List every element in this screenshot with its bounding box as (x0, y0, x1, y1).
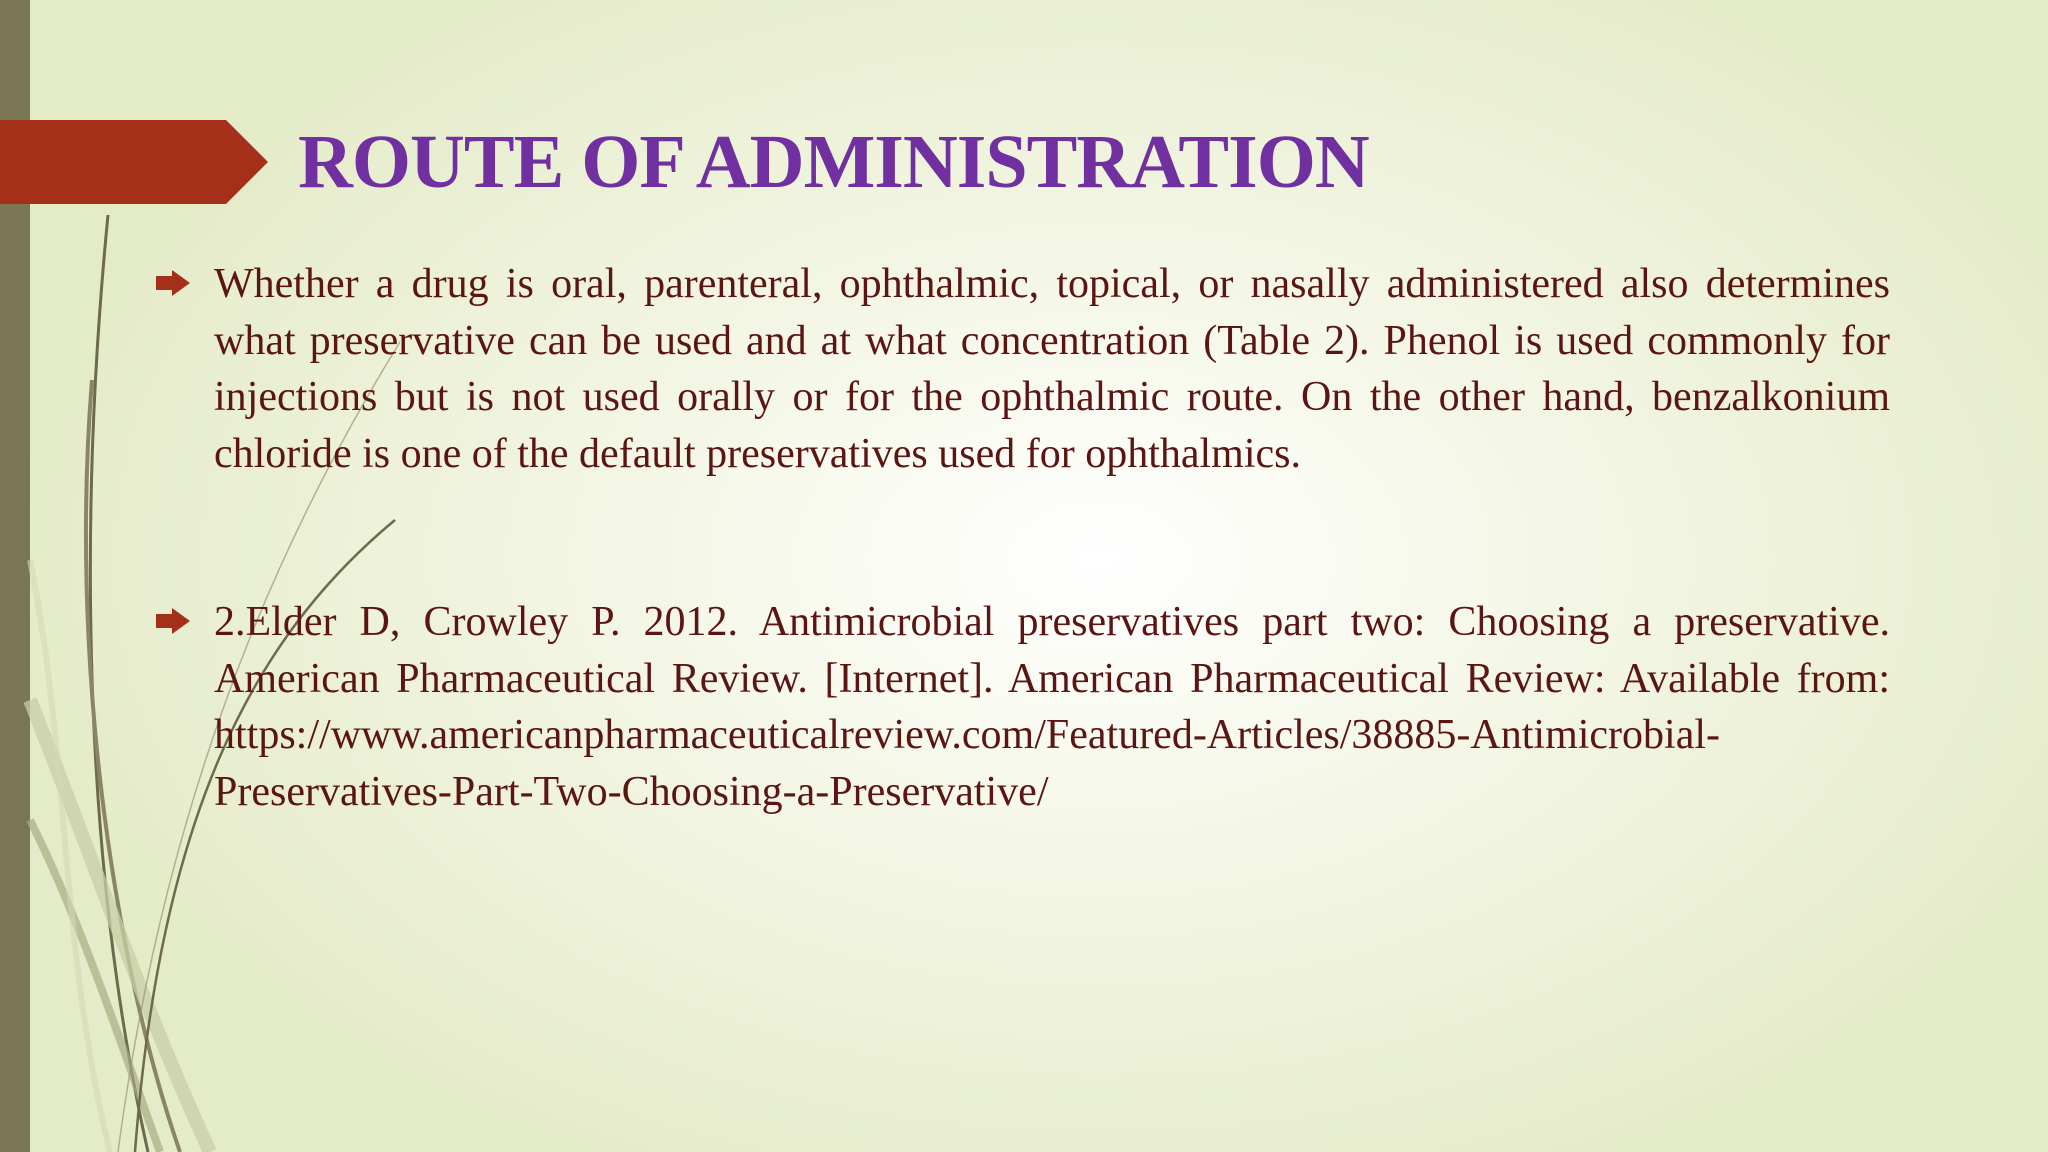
bullet-text: Whether a drug is oral, parenteral, ophthalmic, topical, or nasally administered also determines what preservative can be used and at what concentration (Table 2). Phenol is used commonly for injections but is not used orally or for the ophthalmic route. On the other hand, benzalkonium chloride is one of the default preservatives used for ophthalmics. (214, 261, 1890, 477)
bullet-item (156, 256, 1890, 482)
arrow-bullet-icon (156, 608, 190, 634)
title-arrow-banner (0, 120, 268, 204)
slide-content (156, 256, 1890, 820)
arrow-bullet-icon (156, 270, 190, 296)
reference-text: 2.Elder D, Crowley P. 2012. Antimicrobial preservatives part two: Choosing a preservative. American Pharmaceutical Review. [Internet]. American Pharmaceutical Review: Available from: https://www.americanpharmaceuticalreview.com/Featured-Articles/38885-Antimicrobial-Preservatives-Part-Two-Choosing-a-Preservative/ (214, 599, 1890, 815)
bullet-item (156, 594, 1890, 820)
slide-title: ROUTE OF ADMINISTRATION (298, 120, 1369, 204)
